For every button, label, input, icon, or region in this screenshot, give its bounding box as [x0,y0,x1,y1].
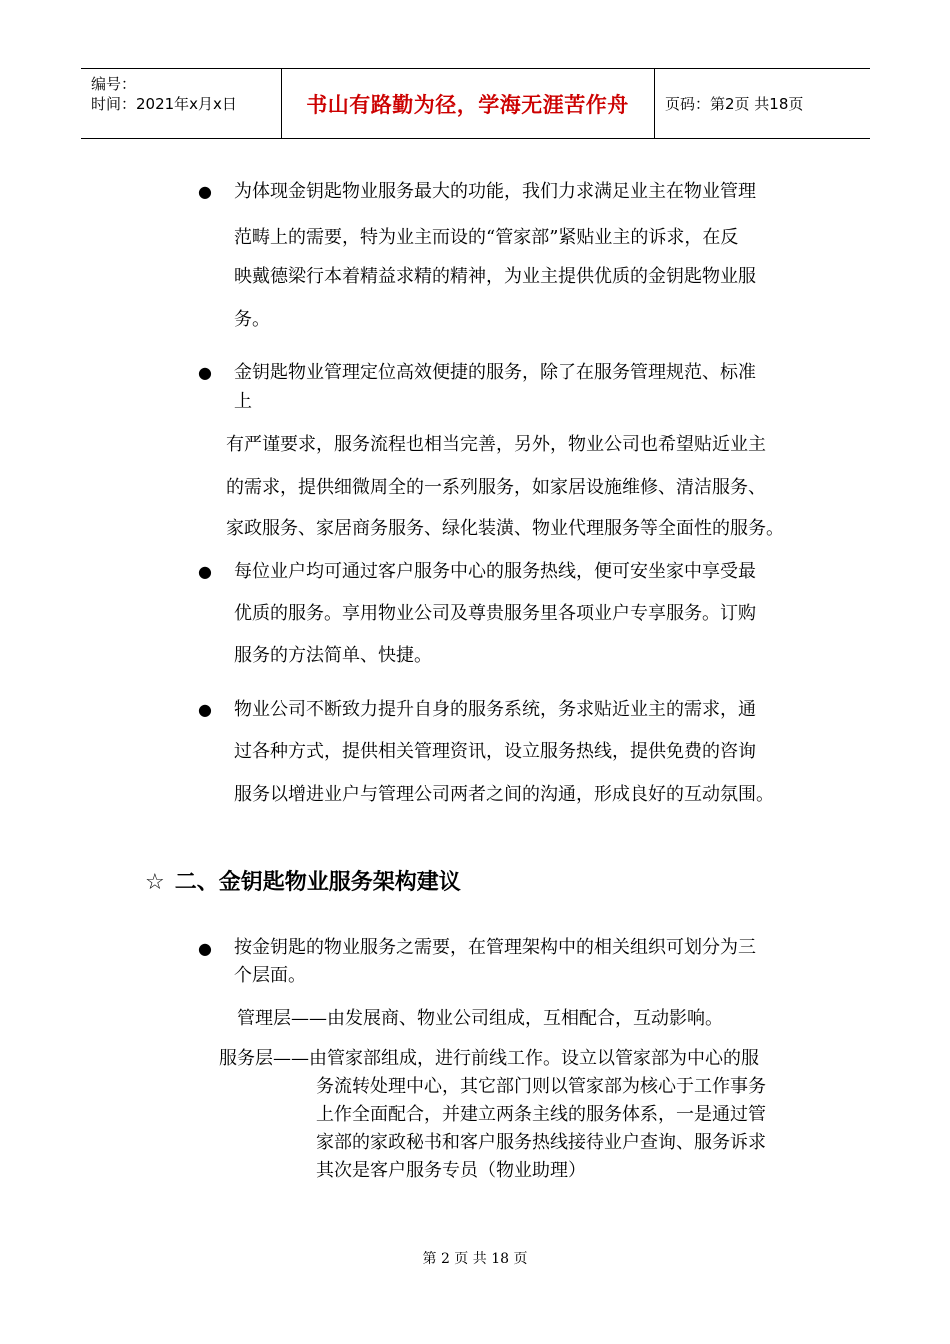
paragraph-line: 上 [234,391,252,412]
paragraph-line: 个层面。 [234,965,306,986]
paragraph-line: 为体现金钥匙物业服务最大的功能，我们力求满足业主在物业管理 [234,181,756,202]
bullet-icon: ● [198,700,212,719]
paragraph-line: 服务的方法简单、快捷。 [234,645,432,666]
management-layer-line: 管理层——由发展商、物业公司组成，互相配合，互动影响。 [237,1008,723,1029]
paragraph-line: 过各种方式，提供相关管理资讯，设立服务热线，提供免费的咨询 [234,741,756,762]
paragraph-line: 物业公司不断致力提升自身的服务系统，务求贴近业主的需求，通 [234,699,756,720]
number-label: 编号： [91,75,137,93]
paragraph-line: 有严谨要求，服务流程也相当完善，另外，物业公司也希望贴近业主 [226,434,766,455]
time-label: 时间：2021年x月x日 [91,95,237,113]
paragraph-line: 优质的服务。享用物业公司及尊贵服务里各项业户专享服务。订购 [234,603,756,624]
header-page-info: 页码：第2页 共18页 [665,95,804,113]
paragraph-line: 的需求，提供细微周全的一系列服务，如家居设施维修、清洁服务、 [226,477,766,498]
page-footer: 第 2 页 共 18 页 [422,1251,528,1267]
paragraph-line: 务。 [234,309,270,330]
service-layer-line: 务流转处理中心，其它部门则以管家部为核心于工作事务 [316,1076,766,1097]
service-layer-line: 上作全面配合，并建立两条主线的服务体系，一是通过管 [316,1104,766,1125]
header-motto: 书山有路勤为径，学海无涯苦作舟 [306,92,629,117]
section-heading-text: 二、金钥匙物业服务架构建议 [174,870,461,895]
paragraph-line: 每位业户均可通过客户服务中心的服务热线，便可安坐家中享受最 [234,561,756,582]
bullet-icon: ● [198,939,212,958]
paragraph-line: 家政服务、家居商务服务、绿化装潢、物业代理服务等全面性的服务。 [226,518,784,539]
service-layer-line: 家部的家政秘书和客户服务热线接待业户查询、服务诉求 [316,1132,766,1153]
section-heading [145,865,461,896]
star-icon: ☆ [145,870,165,895]
header-meta-cell [81,69,281,138]
service-layer-line: 其次是客户服务专员（物业助理） [316,1160,586,1181]
paragraph-line: 金钥匙物业管理定位高效便捷的服务，除了在服务管理规范、标准 [234,362,756,383]
bullet-icon: ● [198,363,212,382]
header-divider [654,69,655,138]
paragraph-line: 服务以增进业户与管理公司两者之间的沟通，形成良好的互动氛围。 [234,784,774,805]
bullet-icon: ● [198,562,212,581]
paragraph-line: 范畴上的需要，特为业主而设的“管家部”紧贴业主的诉求，在反 [234,227,739,248]
service-layer-line: 服务层——由管家部组成，进行前线工作。设立以管家部为中心的服 [219,1048,759,1069]
paragraph-line: 映戴德梁行本着精益求精的精神，为业主提供优质的金钥匙物业服 [234,266,756,287]
bullet-icon: ● [198,182,212,201]
paragraph-line: 按金钥匙的物业服务之需要，在管理架构中的相关组织可划分为三 [234,937,756,958]
document-header [81,68,870,139]
